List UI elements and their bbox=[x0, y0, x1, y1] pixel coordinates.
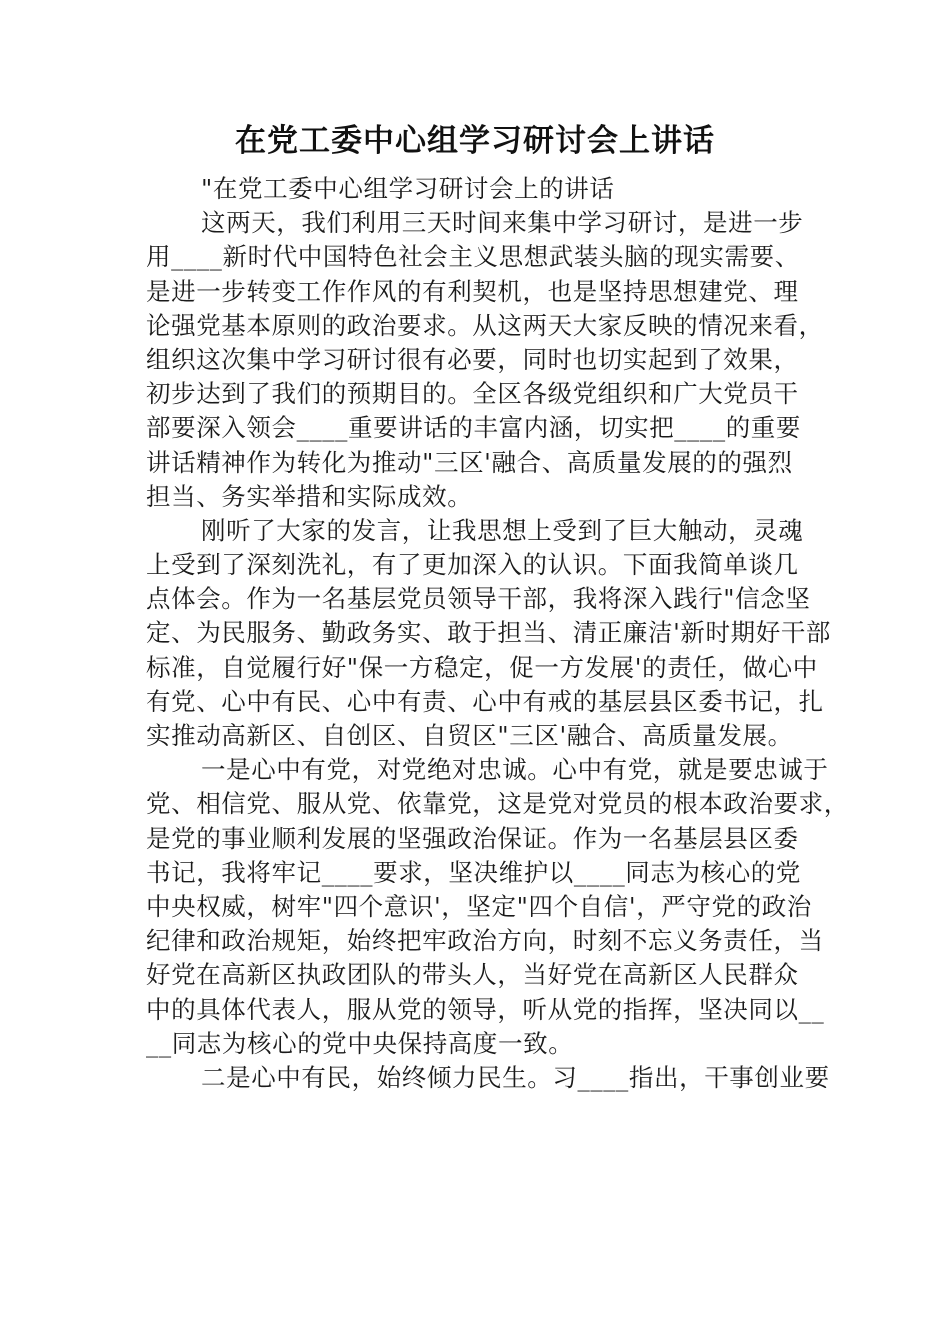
text-line: 担当、务实举措和实际成效。 bbox=[146, 481, 473, 511]
text-line: 论强党基本原则的政治要求。从这两天大家反映的情况来看， bbox=[146, 310, 824, 340]
text-line: 组织这次集中学习研讨很有必要，同时也切实起到了效果， bbox=[146, 344, 799, 374]
text-line: 上受到了深刻洗礼，有了更加深入的认识。下面我简单谈几 bbox=[146, 550, 799, 580]
text-line: 讲话精神作为转化为推动"三区'融合、高质量发展的的强烈 bbox=[146, 447, 793, 477]
document-body bbox=[146, 172, 849, 1095]
text-line: 实推动高新区、自创区、自贸区"三区'融合、高质量发展。 bbox=[146, 721, 793, 750]
text-line: 初步达到了我们的预期目的。全区各级党组织和广大党员干 bbox=[146, 379, 799, 409]
document-title: 在党工委中心组学习研讨会上讲话 bbox=[235, 123, 715, 159]
text-line: 标准，自觉履行好"保一方稳定，促一方发展'的责任，做心中 bbox=[146, 652, 818, 682]
text-line: 中央权威，树牢"四个意识'，坚定"四个自信'，严守党的政治 bbox=[146, 891, 812, 921]
text-line: 刚听了大家的发言，让我思想上受到了巨大触动，灵魂 bbox=[201, 515, 804, 545]
text-line: __同志为核心的党中央保持高度一致。 bbox=[146, 1028, 574, 1058]
text-line: 一是心中有党，对党绝对忠诚。心中有党，就是要忠诚于 bbox=[201, 755, 829, 785]
text-line: 是进一步转变工作作风的有利契机，也是坚持思想建党、理 bbox=[146, 276, 799, 306]
text-line: 二是心中有民，始终倾力民生。习____指出，干事创业要 bbox=[201, 1062, 830, 1092]
text-line: 是党的事业顺利发展的坚强政治保证。作为一名基层县区委 bbox=[146, 823, 799, 853]
text-line: 这两天，我们利用三天时间来集中学习研讨，是进一步 bbox=[201, 208, 804, 238]
text-line: 定、为民服务、勤政务实、敢于担当、清正廉洁'新时期好干部 bbox=[146, 618, 832, 648]
text-line: 纪律和政治规矩，始终把牢政治方向，时刻不忘义务责任，当 bbox=[146, 926, 824, 956]
text-line: 有党、心中有民、心中有责、心中有戒的基层县区委书记，扎 bbox=[146, 686, 824, 716]
text-line: 党、相信党、服从党、依靠党，这是党对党员的根本政治要求， bbox=[146, 789, 849, 819]
text-line: "在党工委中心组学习研讨会上的讲话 bbox=[201, 174, 615, 203]
text-line: 点体会。作为一名基层党员领导干部，我将深入践行"信念坚 bbox=[146, 584, 811, 614]
text-line: 好党在高新区执政团队的带头人，当好党在高新区人民群众 bbox=[146, 960, 799, 990]
text-line: 中的具体代表人，服从党的领导，听从党的指挥，坚决同以__ bbox=[146, 994, 825, 1024]
text-line: 书记，我将牢记____要求，坚决维护以____同志为核心的党 bbox=[146, 857, 801, 887]
text-line: 用____新时代中国特色社会主义思想武装头脑的现实需要、 bbox=[146, 242, 800, 272]
text-line: 部要深入领会____重要讲话的丰富内涵，切实把____的重要 bbox=[146, 413, 801, 443]
